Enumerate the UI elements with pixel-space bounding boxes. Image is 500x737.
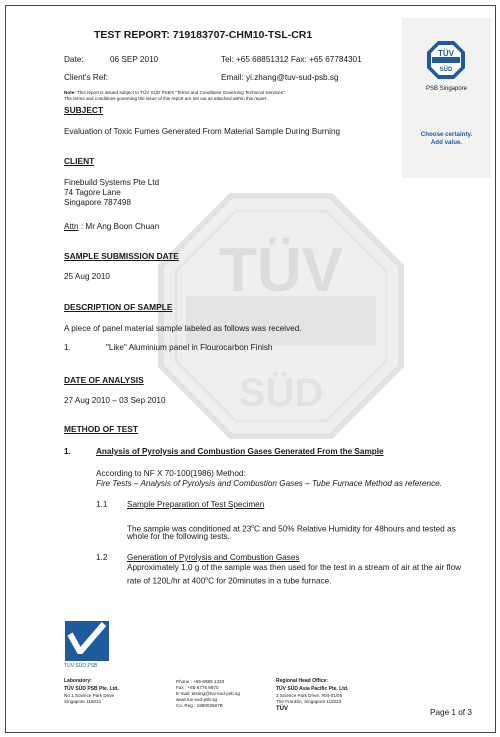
watermark-bottom: SÜD [238, 371, 324, 415]
brand-panel [402, 18, 491, 178]
description-heading: DESCRIPTION OF SAMPLE [64, 302, 173, 312]
brand-name: PSB Singapore [425, 86, 468, 92]
terms-note-1: Note: This report is issued subject to TÜV SÜD PSB's "Terms and Conditions Governing Technical Services". [64, 90, 286, 95]
page-number: Page 1 of 3 [430, 708, 472, 717]
lab-label: Laboratory: [64, 678, 92, 684]
tuv-logo-icon [426, 40, 466, 80]
logo-top-text: TÜV [438, 49, 454, 58]
description-item-num: 1. [64, 343, 71, 352]
method-section-1-title: Analysis of Pyrolysis and Combustion Gases Generated From the Sample [96, 447, 384, 456]
tuv-sud-psb-logo-icon [64, 620, 110, 662]
method-according: According to NF X 70-100(1986) Method: [96, 469, 246, 478]
method-sub-2-num: 1.2 [96, 553, 108, 562]
footer-fax: Fax : +65-6776 8670 [176, 685, 219, 690]
date-label: Date: [64, 55, 84, 64]
client-attn: Attn : Mr Ang Boon Chuan [64, 222, 160, 231]
email-text: Email: yi.zhang@tuv-sud-psb.sg [221, 73, 339, 82]
terms-note-2: The terms and conditions governing the issue of this report are set out as attached within this report. [64, 96, 268, 101]
logo-bottom-text: SÜD [439, 67, 453, 73]
method-section-1-num: 1. [64, 447, 71, 456]
submission-heading: SAMPLE SUBMISSION DATE [64, 251, 179, 261]
report-page [5, 5, 496, 733]
brand-tagline-2: Add value. [430, 139, 463, 146]
lab-name: TÜV SÜD PSB Pte. Ltd. [64, 686, 119, 692]
subject-heading: SUBJECT [64, 105, 104, 115]
footer-phone: Phone : +65-6885 1333 [176, 679, 225, 684]
client-line-1: Finebuild Systems Pte Ltd [64, 178, 160, 187]
method-sub-1-num: 1.1 [96, 500, 108, 509]
method-heading: METHOD OF TEST [64, 424, 138, 434]
submission-date: 25 Aug 2010 [64, 272, 110, 281]
method-sub-2-line-2: rate of 120L/hr at 400$^o$C for 20minutes in a tube furnace. [127, 576, 332, 586]
client-line-2: 74 Tagore Lane [64, 188, 121, 197]
tuv-watermark [156, 191, 406, 441]
lab-addr-2: Singapore 118221 [64, 699, 102, 704]
footer-logo-text: TÜV SÜD PSB [64, 663, 98, 669]
watermark-top: TÜV [219, 236, 343, 305]
analysis-heading: DATE OF ANALYSIS [64, 375, 144, 385]
hq-name: TÜV SÜD Asia Pacific Pte. Ltd. [276, 686, 349, 692]
description-text: A piece of panel material sample labeled as follows was received. [64, 324, 302, 333]
footer-coreg: Co. Reg : 199002667R [176, 703, 223, 708]
date-value: 06 SEP 2010 [110, 55, 159, 64]
method-sub-2-line-1: Approximately 1.0 g of the sample was then used for the test in a stream of air at the air flow [127, 563, 462, 572]
hq-addr-2: The Franklin, Singapore 118223 [276, 699, 342, 704]
footer-email: E-mail: testing@tuv-sud-psb.sg [176, 691, 240, 696]
hq-label: Regional Head Office: [276, 678, 328, 684]
method-sub-1-text: The sample was conditioned at 23$^o$C and 50% Relative Humidity for 48hours and tested as [127, 524, 456, 534]
method-according-italic: Fire Tests – Analysis of Pyrolysis and Combustion Gases – Tube Furnace Method as reference. [96, 479, 443, 488]
client-line-3: Singapore 787498 [64, 198, 131, 207]
hq-logo-text: TÜV [276, 706, 288, 712]
method-sub-2-title: Generation of Pyrolysis and Combustion Gases [127, 553, 300, 562]
clients-ref-label: Client's Ref: [64, 73, 108, 82]
description-item-text: "Like" Aluminium panel in Flourocarbon Finish [106, 343, 273, 352]
analysis-range: 27 Aug 2010 – 03 Sep 2010 [64, 396, 166, 405]
client-heading: CLIENT [64, 156, 95, 166]
lab-addr-1: No.1 Science Park Drive [64, 693, 115, 698]
brand-tagline-1: Choose certainty. [420, 131, 473, 138]
method-sub-1-text-2: whole for the following tests. [127, 532, 230, 541]
method-sub-1-title: Sample Preparation of Test Specimen [127, 500, 265, 509]
tel-fax: Tel: +65 68851312 Fax: +65 67784301 [221, 55, 362, 64]
subject-text: Evaluation of Toxic Fumes Generated From Material Sample During Burning [64, 127, 341, 136]
report-title: TEST REPORT: 719183707-CHM10-TSL-CR1 [94, 29, 313, 41]
footer-web: www.tuv-sud-psb.sg [176, 697, 218, 702]
hq-addr-1: 3 Science Park Drive, #04-01/05 [276, 693, 343, 698]
